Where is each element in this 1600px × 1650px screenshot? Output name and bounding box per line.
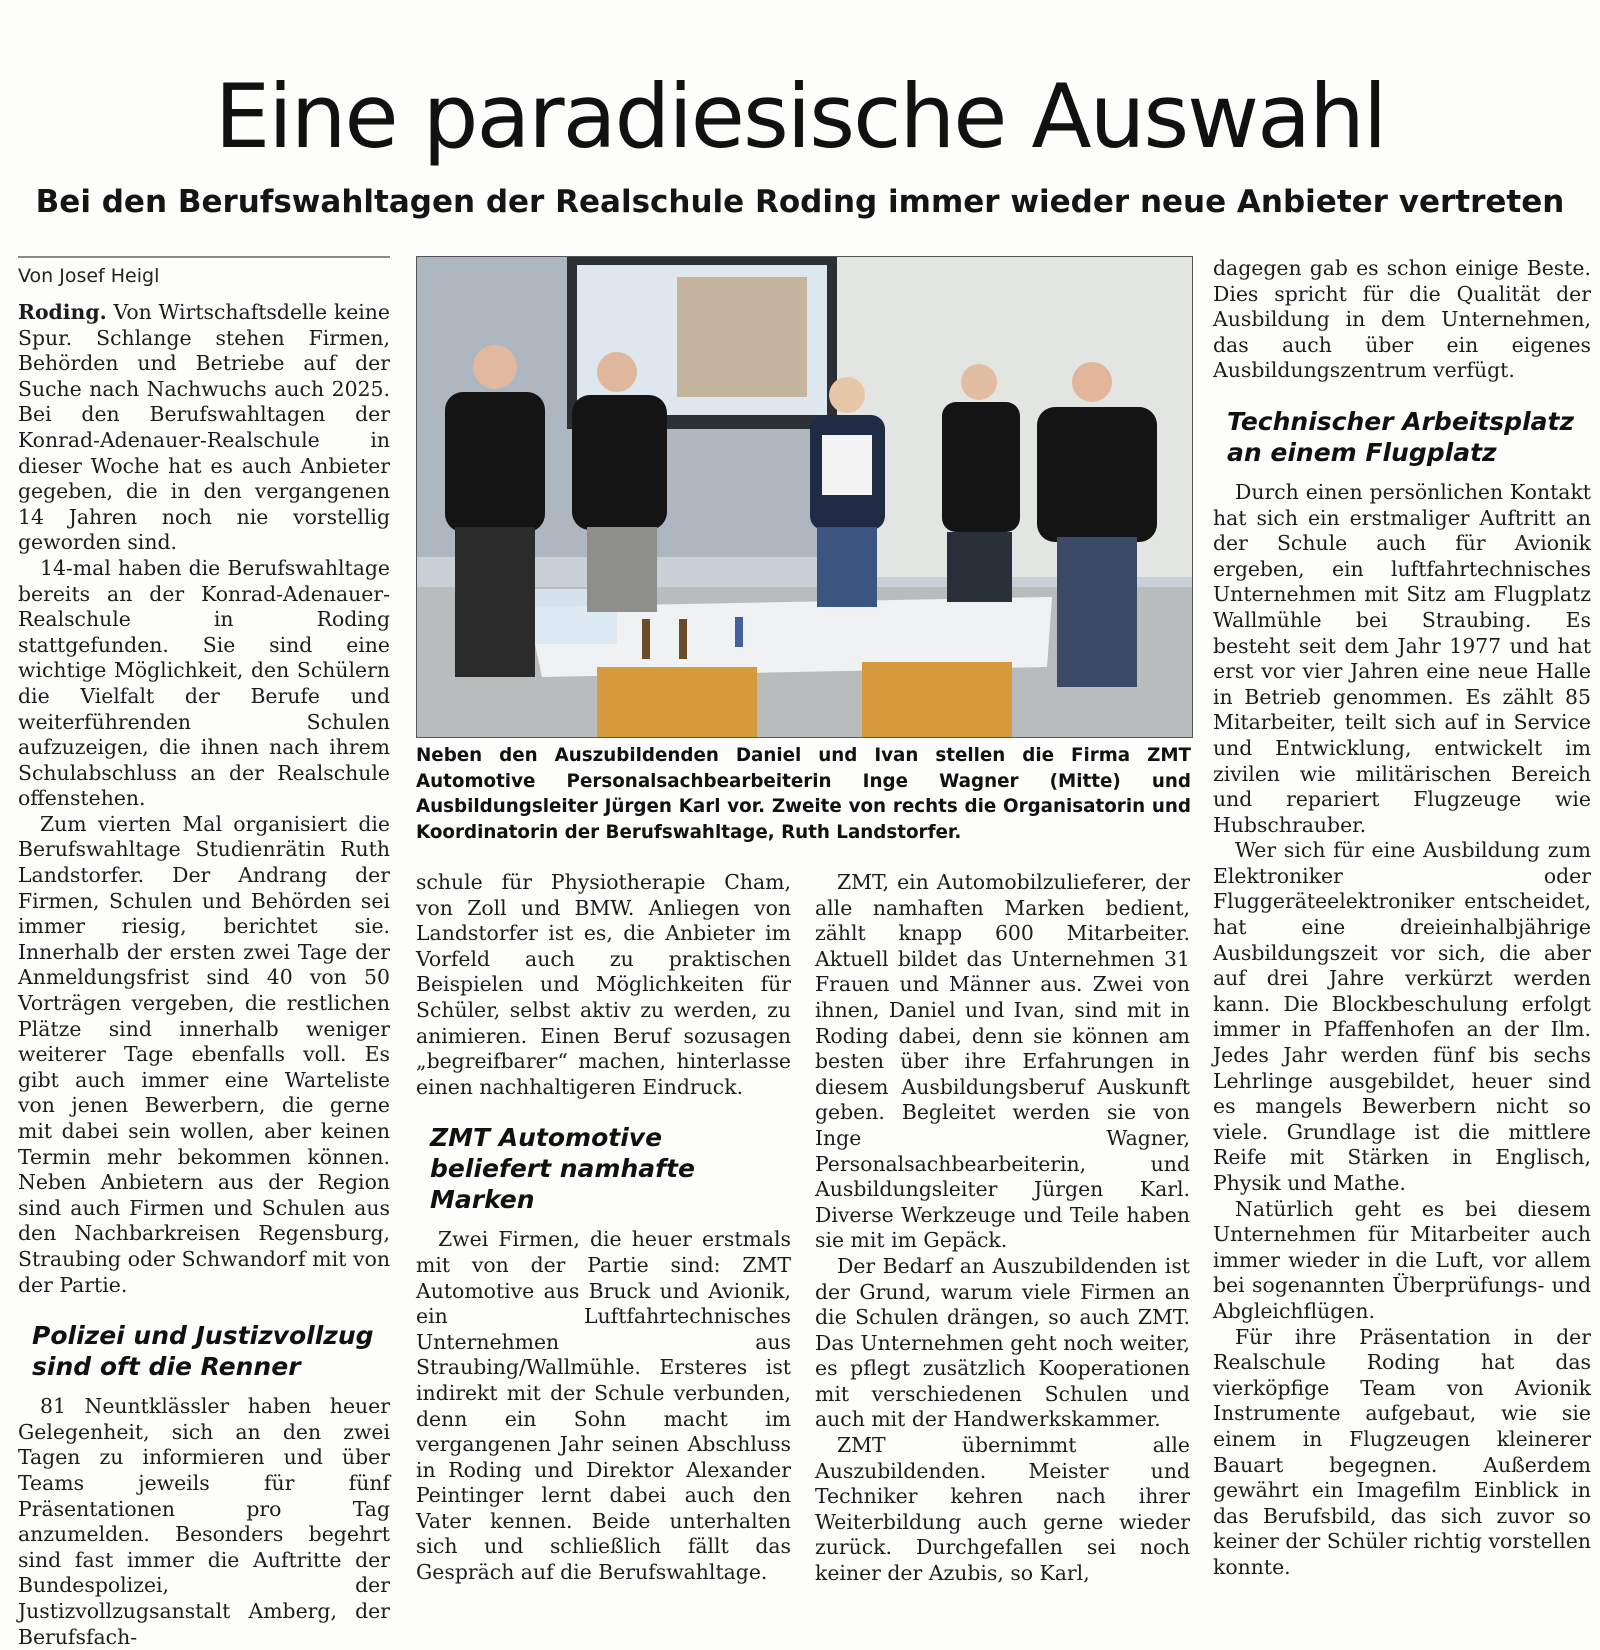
lead-paragraph — [18, 300, 390, 556]
body-paragraph: schule für Physiotherapie Cham, von Zoll und BMW. Anliegen von Landstorfer ist es, die Anbieter im Vorfeld auch zu praktischen Beispielen und Möglichkeiten für Schüler, selbst aktiv zu werden, zu animieren. Einen Beruf sozusagen „begreifbarer“ machen, hinterlasse einen nachhaltigeren Eindruck. — [416, 870, 791, 1099]
dateline-place: Roding. — [18, 300, 107, 324]
headline: Eine paradiesische Auswahl — [214, 65, 1386, 168]
article-column-1 — [18, 300, 390, 1650]
body-paragraph: ZMT, ein Automobilzulieferer, der alle namhaften Marken bedient, zählt knapp 600 Mitarbeiter. Aktuell bildet das Unternehmen 31 Frauen und Männer aus. Zwei von ihnen, Daniel und Ivan, sind mit in Roding dabei, denn sie können am besten über ihre Erfahrungen in diesem Ausbildungsberuf Auskunft geben. Begleitet werden sie von Inge Wagner, Personalsachbearbeiterin, und Ausbildungsleiter Jürgen Karl. Diverse Werkzeuge und Teile haben sie mit im Gepäck. — [815, 870, 1190, 1253]
body-paragraph: Natürlich geht es bei diesem Unternehmen für Mitarbeiter auch immer wieder in die Luft, vor allem bei sogenannten Überprüfungs- und Abgleichflügen. — [1213, 1196, 1591, 1323]
body-paragraph: ZMT übernimmt alle Auszubildenden. Meister und Techniker kehren nach ihrer Weiterbildung auch gerne wieder zurück. Durchgefallen sei noch keiner der Azubis, so Karl, — [815, 1433, 1190, 1586]
byline: Von Josef Heigl — [18, 265, 160, 287]
body-paragraph: 14-mal haben die Berufswahltage bereits an der Konrad-Adenauer-Realschule in Roding stattgefunden. Sie sind eine wichtige Möglichkeit, den Schülern die Vielfalt der Berufe und weiterführenden Schulen aufzuzeigen, die ihnen nach ihrem Schulabschluss an der Realschule offenstehen. — [18, 555, 390, 811]
subheadline: Bei den Berufswahltagen der Realschule Roding immer wieder neue Anbieter vertreten — [35, 184, 1565, 220]
body-paragraph: dagegen gab es schon einige Beste. Dies spricht für die Qualität der Ausbildung in dem Unternehmen, das auch über ein eigenes Ausbildungszentrum verfügt. — [1213, 256, 1591, 383]
body-paragraph: Wer sich für eine Ausbildung zum Elektroniker oder Fluggeräteelektroniker entscheidet, hat eine dreieinhalbjährige Ausbildungszeit vor sich, die aber auf drei Jahre verkürzt werden kann. Die Blockbeschulung erfolgt immer in Pfaffenhofen an der Ilm. Jedes Jahr werden fünf bis sechs Lehrlinge ausgebildet, heuer sind es mangels Bewerbern nicht so viele. Grundlage ist die mittlere Reife mit Stärken in Englisch, Physik und Mathe. — [1213, 838, 1591, 1195]
byline-rule — [18, 256, 390, 258]
body-paragraph: Zum vierten Mal organisiert die Berufswahltage Studienrätin Ruth Landstorfer. Der Andrang der Firmen, Schulen und Behörden sei immer riesig, berichtet sie. Innerhalb der ersten zwei Tage der Anmeldungsfrist sind 40 von 50 Vorträgen vergeben, die restlichen Plätze sind innerhalb weniger weiterer Tage ebenfalls voll. Es gibt auch immer eine Warteliste von jenen Bewerbern, die gerne mit dabei sein wollen, aber keinen Termin mehr bekommen können. Neben Anbietern aus der Region sind auch Firmen und Schulen aus den Nachbarkreisen Regensburg, Straubing oder Schwandorf mit von der Partie. — [18, 811, 390, 1297]
subheading-zmt: ZMT Automotive beliefert namhafte Marken — [430, 1123, 695, 1215]
body-paragraph: 81 Neuntklässler haben heuer Gelegenheit, sich an den zwei Tagen zu informieren und über Teams jeweils für fünf Präsentationen pro Tag anzumelden. Besonders begehrt sind fast immer die Auftritte der Bundespolizei, der Justizvollzugsanstalt Amberg, der Berufsfach- — [18, 1394, 390, 1649]
body-paragraph: Der Bedarf an Auszubildenden ist der Grund, warum viele Firmen an die Schulen drängen, so auch ZMT. Das Unternehmen geht noch weiter, es pflegt zusätzlich Kooperationen mit verschiedenen Schulen und auch mit der Handwerkskammer. — [815, 1253, 1190, 1432]
body-paragraph: Durch einen persönlichen Kontakt hat sich ein erstmaliger Auftritt an der Schule auch für Avionik ergeben, ein luftfahrtechnisches Unternehmen mit Sitz am Flugplatz Wallmühle bei Straubing. Es besteht seit dem Jahr 1977 und hat erst vor vier Jahren eine neue Halle in Betrieb genommen. Es zählt 85 Mitarbeiter, teilt sich auf in Service und Entwicklung, entwickelt im zivilen wie militärischen Bereich und repariert Flugzeuge wie Hubschrauber. — [1213, 479, 1591, 837]
subheading-polizei: Polizei und Justizvollzug sind oft die Renner — [32, 1321, 374, 1382]
body-paragraph: Für ihre Präsentation in der Realschule Roding hat das vierköpfige Team von Avionik Instrumente aufgebaut, wie sie einem in Flugzeugen kleinerer Bauart begegnen. Außerdem gewährt ein Imagefilm Einblick in das Berufsbild, das sich zuvor so keiner der Schüler richtig vorstellen konnte. — [1213, 1324, 1591, 1579]
subheading-flugplatz: Technischer Arbeitsplatz an einem Flugplatz — [1227, 406, 1575, 467]
body-paragraph: Zwei Firmen, die heuer erstmals mit von der Partie sind: ZMT Automotive aus Bruck und Avionik, ein Luftfahrtechnisches Unternehmen aus Straubing/Wallmühle. Ersteres ist indirekt mit der Schule verbunden, denn ein Sohn macht im vergangenen Jahr seinen Abschluss in Roding und Direktor Alexander Peintinger lernt dabei auch den Vater kennen. Beide unterhalten sich und schließlich fällt das Gespräch auf die Berufswahltage. — [416, 1227, 791, 1585]
article-column-2 — [416, 870, 791, 1586]
article-column-4 — [1213, 256, 1591, 1581]
classroom-group-photo — [417, 257, 1192, 737]
article-column-3 — [815, 870, 1190, 1587]
lead-text: Von Wirtschaftsdelle keine Spur. Schlange stehen Firmen, Behörden und Betriebe auf der Suche nach Nachwuchs auch 2025. Bei den Berufswahltagen der Konrad-Adenauer-Realschule in dieser Woche hat es auch Anbieter gegeben, die in den vergangenen 14 Jahren noch nie vorstellig geworden sind. — [18, 300, 390, 555]
photo-caption: Neben den Auszubildenden Daniel und Ivan stellen die Firma ZMT Automotive Personalsachbearbeiterin Inge Wagner (Mitte) und Ausbildungsleiter Jürgen Karl vor. Zweite von rechts die Organisatorin und Koordinatorin der Berufswahltage, Ruth Landstorfer. — [416, 745, 1191, 843]
article-photo — [416, 256, 1193, 738]
